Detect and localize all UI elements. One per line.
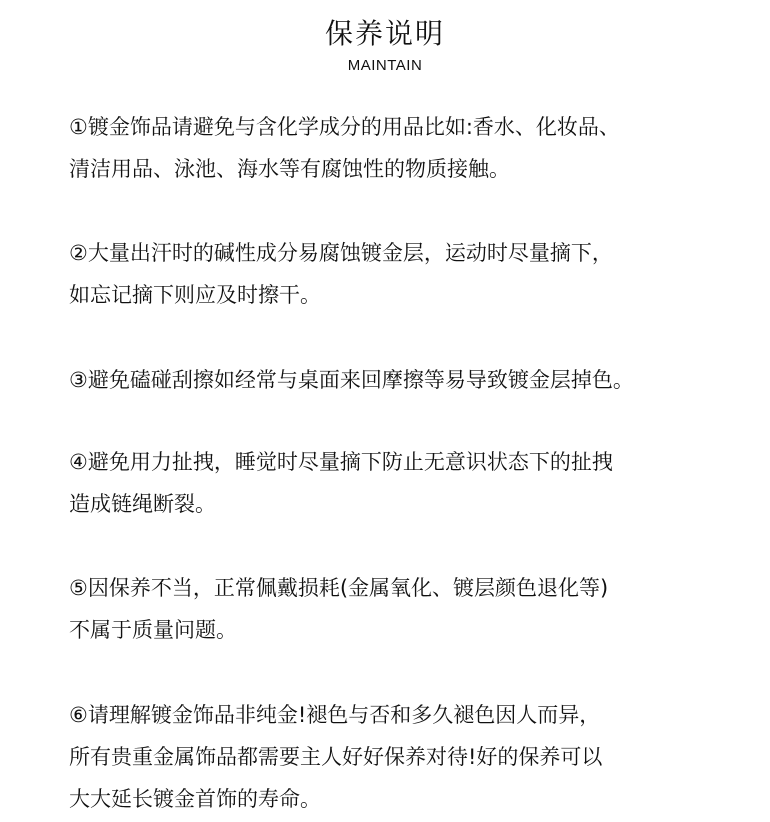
care-item-line: ①镀金饰品请避免与含化学成分的用品比如:香水、化妆品、 <box>69 115 620 139</box>
care-item-line: ②大量出汗时的碱性成分易腐蚀镀金层，运动时尽量摘下， <box>69 241 613 265</box>
care-item-line: 所有贵重金属饰品都需要主人好好保养对待!好的保养可以 <box>69 745 603 769</box>
care-item-line: 大大延长镀金首饰的寿命。 <box>69 787 321 811</box>
care-item-line: ⑥请理解镀金饰品非纯金!褪色与否和多久褪色因人而异， <box>69 703 601 727</box>
care-item-line: 不属于质量问题。 <box>69 618 237 642</box>
care-item-line: ④避免用力扯拽，睡觉时尽量摘下防止无意识状态下的扯拽 <box>69 450 613 474</box>
care-item-1 <box>69 106 759 190</box>
care-item-4 <box>69 441 759 525</box>
care-item-line: 清洁用品、泳池、海水等有腐蚀性的物质接触。 <box>69 157 510 181</box>
care-item-line: ⑤因保养不当，正常佩戴损耗(金属氧化、镀层颜色退化等) <box>69 576 609 600</box>
care-item-5 <box>69 567 759 651</box>
care-item-line: ③避免磕碰刮擦如经常与桌面来回摩擦等易导致镀金层掉色。 <box>69 368 634 392</box>
page-subtitle: MAINTAIN <box>347 57 423 74</box>
care-item-line: 造成链绳断裂。 <box>69 492 216 516</box>
care-item-6 <box>69 694 759 820</box>
care-item-2 <box>69 232 759 316</box>
page-title: 保养说明 <box>324 17 445 50</box>
care-item-line: 如忘记摘下则应及时擦干。 <box>69 283 321 307</box>
care-item-3 <box>69 359 759 401</box>
